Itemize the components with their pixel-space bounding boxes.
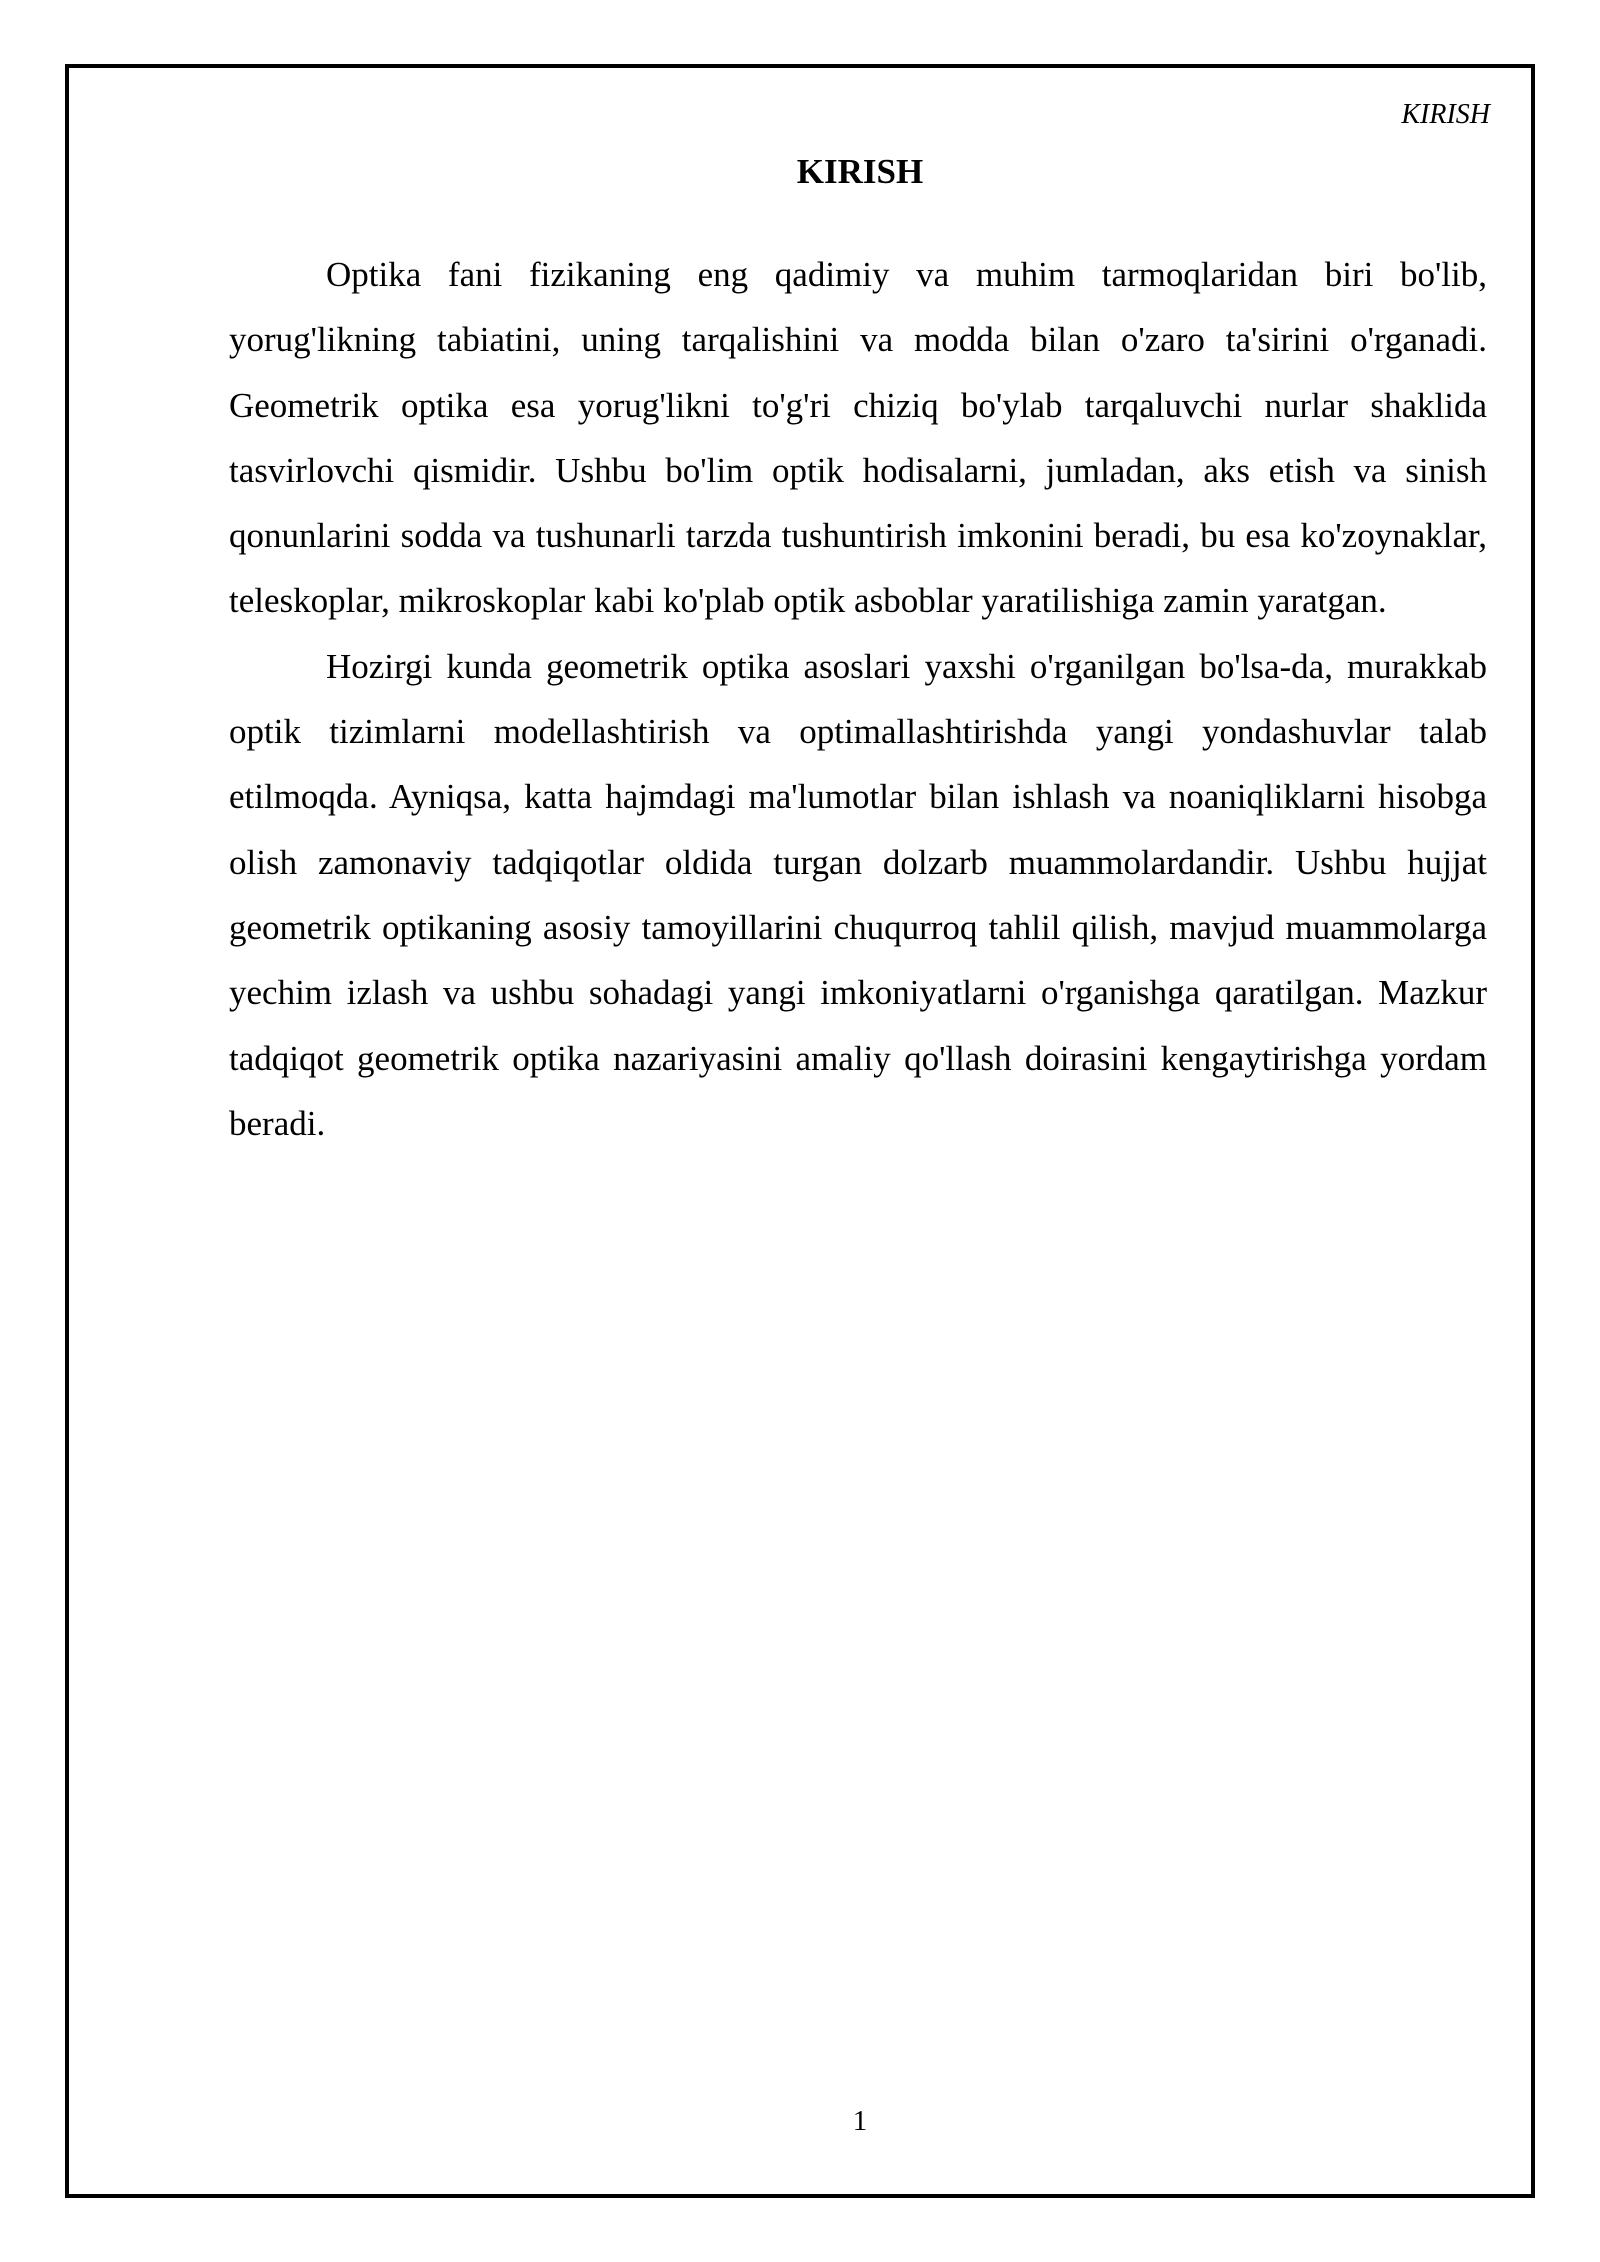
page-number: 1 (852, 2105, 868, 2137)
body-text (229, 242, 1487, 1156)
page-title: KIRISH (796, 152, 924, 191)
running-header: KIRISH (1401, 99, 1490, 130)
paragraph-relevance: Hozirgi kunda geometrik optika asoslari yaxshi o'rganilgan bo'lsa-da, murakkab optik tizimlarni modellashtirish va optimallashtirishda yangi yondashuvlar talab etilmoqda. Ayniqsa, katta hajmdagi ma'lumotlar bilan ishlash va noaniqliklarni hisobga olish zamonaviy tadqiqotlar oldida turgan dolzarb muammolardandir. Ushbu hujjat geometrik optikaning asosiy tamoyillarini chuqurroq tahlil qilish, mavjud muammolarga yechim izlash va ushbu sohadagi yangi imkoniyatlarni o'rganishga qaratilgan. Mazkur tadqiqot geometrik optika nazariyasini amaliy qo'llash doirasini kengaytirishga yordam beradi. (229, 646, 1487, 1143)
paragraph-intro: Optika fani fizikaning eng qadimiy va muhim tarmoqlaridan biri bo'lib, yorug'likning tabiatini, uning tarqalishini va modda bilan o'zaro ta'sirini o'rganadi. Geometrik optika esa yorug'likni to'g'ri chiziq bo'ylab tarqaluvchi nurlar shaklida tasvirlovchi qismidir. Ushbu bo'lim optik hodisalarni, jumladan, aks etish va sinish qonunlarini sodda va tushunarli tarzda tushuntirish imkonini beradi, bu esa ko'zoynaklar, teleskoplar, mikroskoplar kabi ko'plab optik asboblar yaratilishiga zamin yaratgan. (229, 255, 1487, 621)
